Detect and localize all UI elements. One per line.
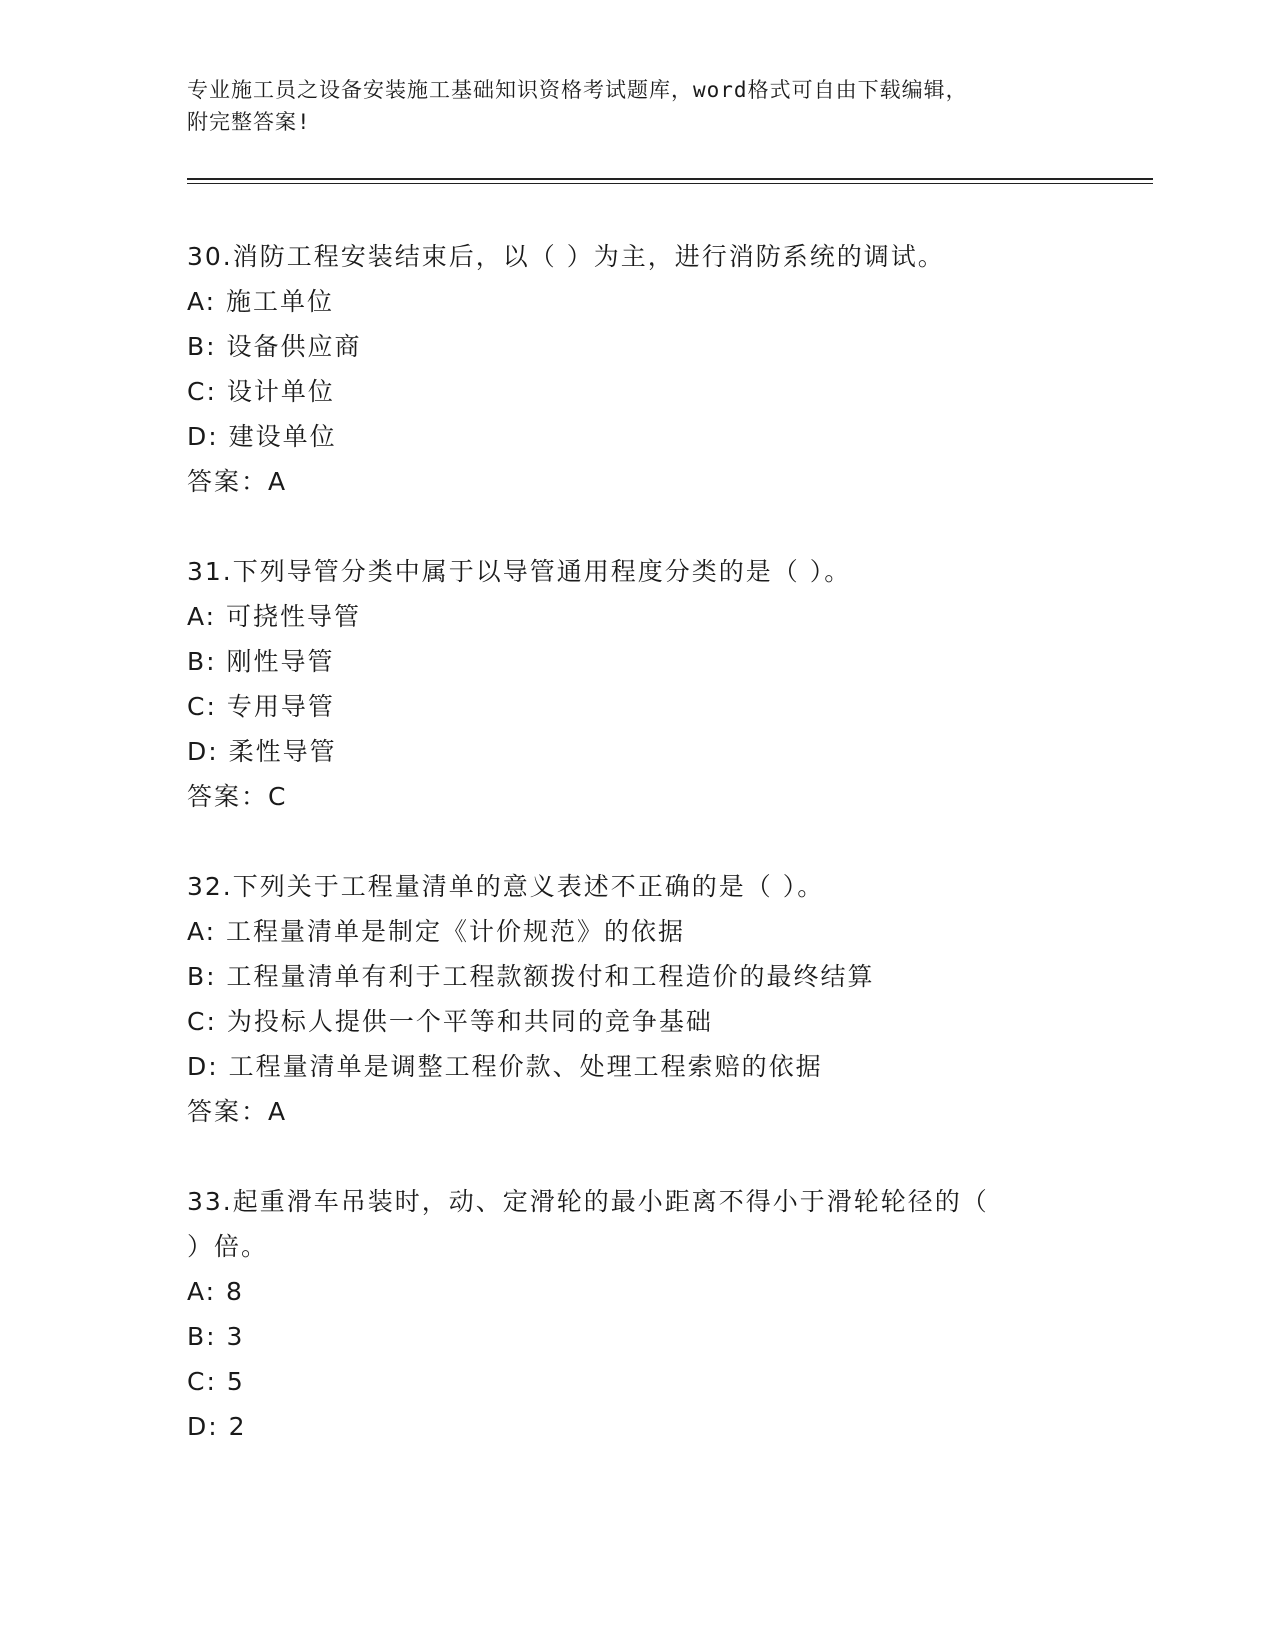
question-33 xyxy=(187,1179,1067,1449)
answer: 答案：C xyxy=(187,782,288,811)
question-30 xyxy=(187,234,1067,504)
question-32 xyxy=(187,864,1067,1134)
option-d: D: 柔性导管 xyxy=(187,737,337,766)
question-text: 32.下列关于工程量清单的意义表述不正确的是（ ）。 xyxy=(187,872,825,901)
option-d: D: 工程量清单是调整工程价款、处理工程索赔的依据 xyxy=(187,1052,823,1081)
option-d: D: 2 xyxy=(187,1412,247,1441)
question-text-line-1: 33.起重滑车吊装时，动、定滑轮的最小距离不得小于滑轮轮径的（ xyxy=(187,1187,989,1216)
header-rule-thick xyxy=(187,178,1153,180)
option-c: C: 5 xyxy=(187,1367,245,1396)
question-text: 30.消防工程安装结束后，以（ ）为主，进行消防系统的调试。 xyxy=(187,242,945,271)
header-line-1: 专业施工员之设备安装施工基础知识资格考试题库，word格式可自由下载编辑， xyxy=(187,78,968,102)
option-a: A: 8 xyxy=(187,1277,244,1306)
header-line-2: 附完整答案! xyxy=(187,110,311,134)
question-text-line-2: ）倍。 xyxy=(187,1232,269,1261)
option-c: C: 为投标人提供一个平等和共同的竞争基础 xyxy=(187,1007,713,1036)
option-b: B: 工程量清单有利于工程款额拨付和工程造价的最终结算 xyxy=(187,962,875,991)
option-b: B: 设备供应商 xyxy=(187,332,362,361)
option-a: A: 施工单位 xyxy=(187,287,335,316)
option-d: D: 建设单位 xyxy=(187,422,337,451)
option-c: C: 设计单位 xyxy=(187,377,335,406)
option-a: A: 可挠性导管 xyxy=(187,602,362,631)
option-b: B: 刚性导管 xyxy=(187,647,335,676)
option-a: A: 工程量清单是制定《计价规范》的依据 xyxy=(187,917,686,946)
option-c: C: 专用导管 xyxy=(187,692,335,721)
question-text: 31.下列导管分类中属于以导管通用程度分类的是（ ）。 xyxy=(187,557,852,586)
header-rule-thin xyxy=(187,183,1153,184)
answer: 答案：A xyxy=(187,467,288,496)
document-header xyxy=(187,74,1067,138)
option-b: B: 3 xyxy=(187,1322,245,1351)
question-list xyxy=(187,234,1067,1494)
answer: 答案：A xyxy=(187,1097,288,1126)
question-31 xyxy=(187,549,1067,819)
